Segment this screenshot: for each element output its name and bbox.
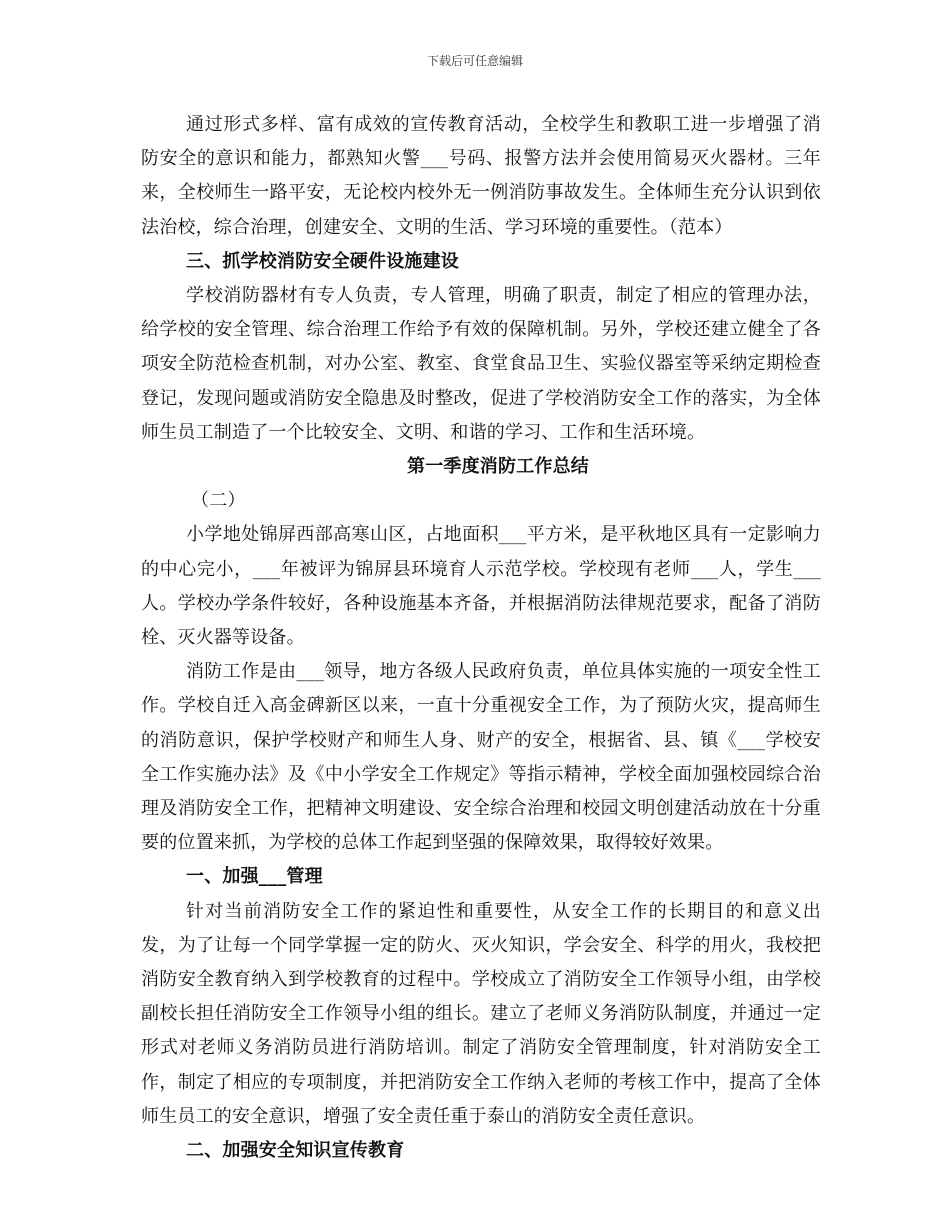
- paragraph-school-overview: 小学地处锦屏西部高寒山区，占地面积___平方米，是平秋地区具有一定影响力的中心完小，___年被评为锦屏县环境育人示范学校。学校现有老师___人，学生___人。学校办学条件较好，各种设施基本齐备，并根据消防法律规范要求，配备了消防栓、灭火器等设备。: [141, 524, 821, 649]
- page-header: 下载后可任意编辑: [426, 54, 523, 68]
- paragraph-publicity-results: 通过形式多样、富有成效的宣传教育活动，全校学生和教职工进一步增强了消防安全的意识和能力，都熟知火警___号码、报警方法并会使用简易灭火器材。三年来，全校师生一路平安，无论校内校外无一例消防事故发生。全体师生充分认识到依法治校，综合治理，创建安全、文明的生活、学习环境的重要性。（范本）: [141, 114, 821, 238]
- document-title: 第一季度消防工作总结: [407, 456, 589, 478]
- section-heading-management: 一、加强___管理: [186, 866, 323, 888]
- subtitle-part-two: （二）: [191, 490, 246, 512]
- document-body: [141, 108, 821, 1168]
- paragraph-fire-work-leadership: 消防工作是由___领导，地方各级人民政府负责，单位具体实施的一项安全性工作。学校自迁入高金碑新区以来，一直十分重视安全工作，为了预防火灾，提高师生的消防意识，保护学校财产和师生人身、财产的安全，根据省、县、镇《___学校安全工作实施办法》及《中小学安全工作规定》等指示精神，学校全面加强校园综合治理及消防安全工作，把精神文明建设、安全综合治理和校园文明创建活动放在十分重要的位置来抓，为学校的总体工作起到坚强的保障效果，取得较好效果。: [141, 661, 821, 854]
- section-heading-hardware: 三、抓学校消防安全硬件设施建设: [186, 250, 459, 272]
- paragraph-safety-education: 针对当前消防安全工作的紧迫性和重要性，从安全工作的长期目的和意义出发，为了让每一个同学掌握一定的防火、灭火知识，学会安全、科学的用火，我校把消防安全教育纳入到学校教育的过程中。学校成立了消防安全工作领导小组，由学校副校长担任消防安全工作领导小组的组长。建立了老师义务消防队制度，并通过一定形式对老师义务消防员进行消防培训。制定了消防安全管理制度，针对消防安全工作，制定了相应的专项制度，并把消防安全工作纳入老师的考核工作中，提高了全体师生员工的安全意识，增强了安全责任重于泰山的消防安全责任意识。: [141, 900, 821, 1127]
- section-heading-knowledge: 二、加强安全知识宣传教育: [186, 1140, 405, 1162]
- paragraph-equipment-management: 学校消防器材有专人负责，专人管理，明确了职责，制定了相应的管理办法，给学校的安全管理、综合治理工作给予有效的保障机制。另外，学校还建立健全了各项安全防范检查机制，对办公室、教室、食堂食品卫生、实验仪器室等采纳定期检查登记，发现问题或消防安全隐患及时整改，促进了学校消防安全工作的落实，为全体师生员工制造了一个比较安全、文明、和谐的学习、工作和生活环境。: [141, 285, 821, 443]
